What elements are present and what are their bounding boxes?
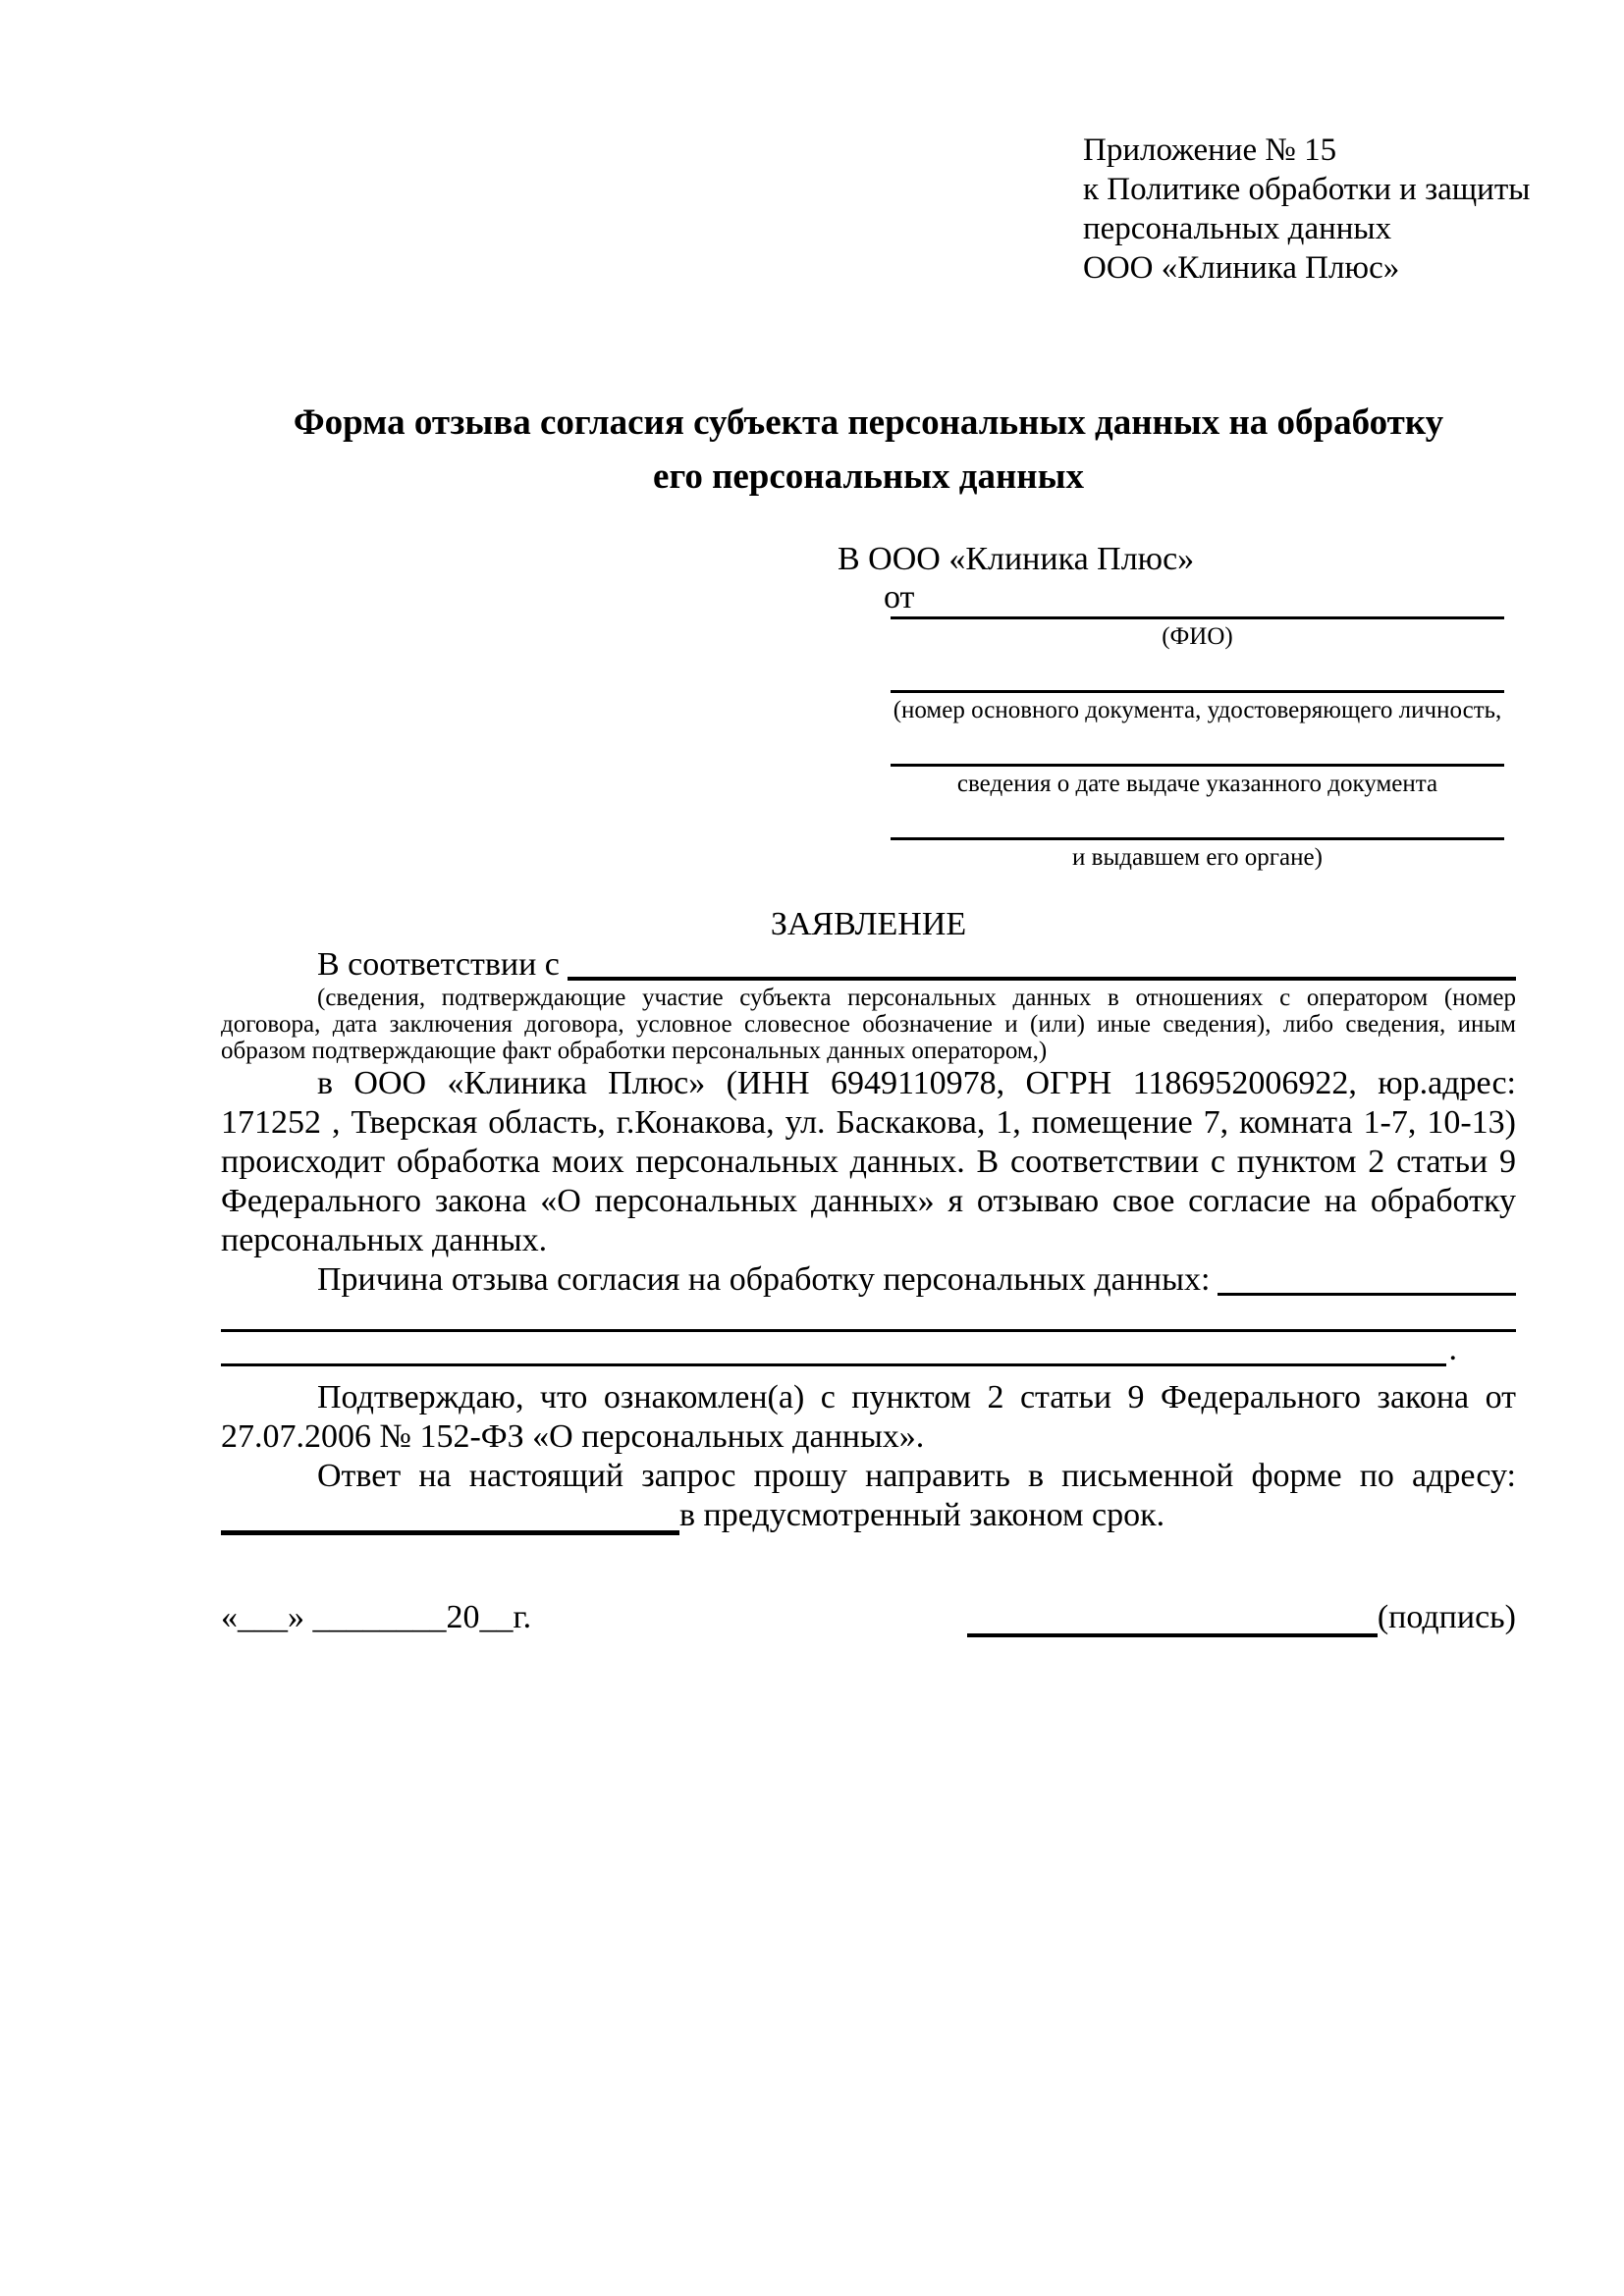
statement-body [221,945,1516,1535]
reason-row [221,1260,1516,1300]
reply-tail: в предусмотренный законом срок. [679,1497,1165,1533]
addressee-to: В ООО «Клиника Плюс» [838,541,1195,577]
header-note [1083,131,1530,288]
signature-block [221,1598,1516,1637]
statement-heading: ЗАЯВЛЕНИЕ [770,906,967,942]
header-note-line-3: персональных данных [1083,211,1392,246]
reply-lead-paragraph: Ответ на настоящий запрос прошу направить в письменной форме по адресу: [317,1458,1516,1494]
issuer-caption: и выдавшем его органе) [1072,844,1323,871]
document-number-field [891,690,1504,764]
header-note-line-1: Приложение № 15 [1083,133,1337,168]
date-fill-text: «___» ________20__г. [221,1599,532,1635]
reason-terminator: . [1448,1331,1457,1367]
reason-lead: Причина отзыва согласия на обработку персональных данных: [317,1261,1211,1298]
according-row [221,945,1516,985]
fio-caption: (ФИО) [1162,623,1233,650]
reason-fill-line-3 [221,1332,1446,1366]
document-title [221,396,1516,504]
reason-fill-line-2 [221,1300,1516,1332]
reply-address-fill-line [221,1495,679,1535]
addressee-from-label: от [884,579,915,615]
signature-fill-line [967,1598,1378,1637]
fio-field [891,616,1504,690]
issuer-field [891,837,1504,911]
reason-fill-line-3-row [221,1332,1457,1366]
main-paragraph: в ООО «Клиника Плюс» (ИНН 6949110978, ОГРН 1186952006922, юр.адрес: 171252 , Тверская область, г.Конакова, ул. Баскакова, 1, помещение 7, комната 1-7, 10-13) происходит обработка моих персональных данных. В соответствии с пунктом 2 статьи 9 Федерального закона «О персональных данных» я отзываю свое согласие на обработку персональных данных. [221,1065,1516,1258]
issue-date-caption: сведения о дате выдаче указанного документа [956,771,1438,797]
header-note-line-4: ООО «Клиника Плюс» [1083,250,1400,286]
title-line-1: Форма отзыва согласия субъекта персональных данных на обработку [293,402,1444,443]
header-note-line-2: к Политике обработки и защиты [1083,172,1531,207]
according-fill-line [568,945,1516,981]
document-number-caption: (номер основного документа, удостоверяющего личность, [893,697,1502,723]
signature-caption: (подпись) [1377,1599,1516,1635]
according-lead: В соответствии с [317,946,560,983]
issue-date-field [891,764,1504,837]
reply-address-row [221,1496,1516,1535]
details-note: (сведения, подтверждающие участие субъекта персональных данных в отношениях с оператором (номер договора, дата заключения договора, условное словесное обозначение и (или) иные сведения), либо сведения, иным образом подтверждающие факт обработки персональных данных оператором,) [221,985,1516,1064]
reason-fill-line-1 [1218,1260,1516,1296]
addressee-block [838,540,1504,911]
confirmation-paragraph: Подтверждаю, что ознакомлен(а) с пунктом 2 статьи 9 Федерального закона от 27.07.2006 № 152-ФЗ «О персональных данных». [221,1379,1516,1455]
title-line-2: его персональных данных [653,456,1084,497]
